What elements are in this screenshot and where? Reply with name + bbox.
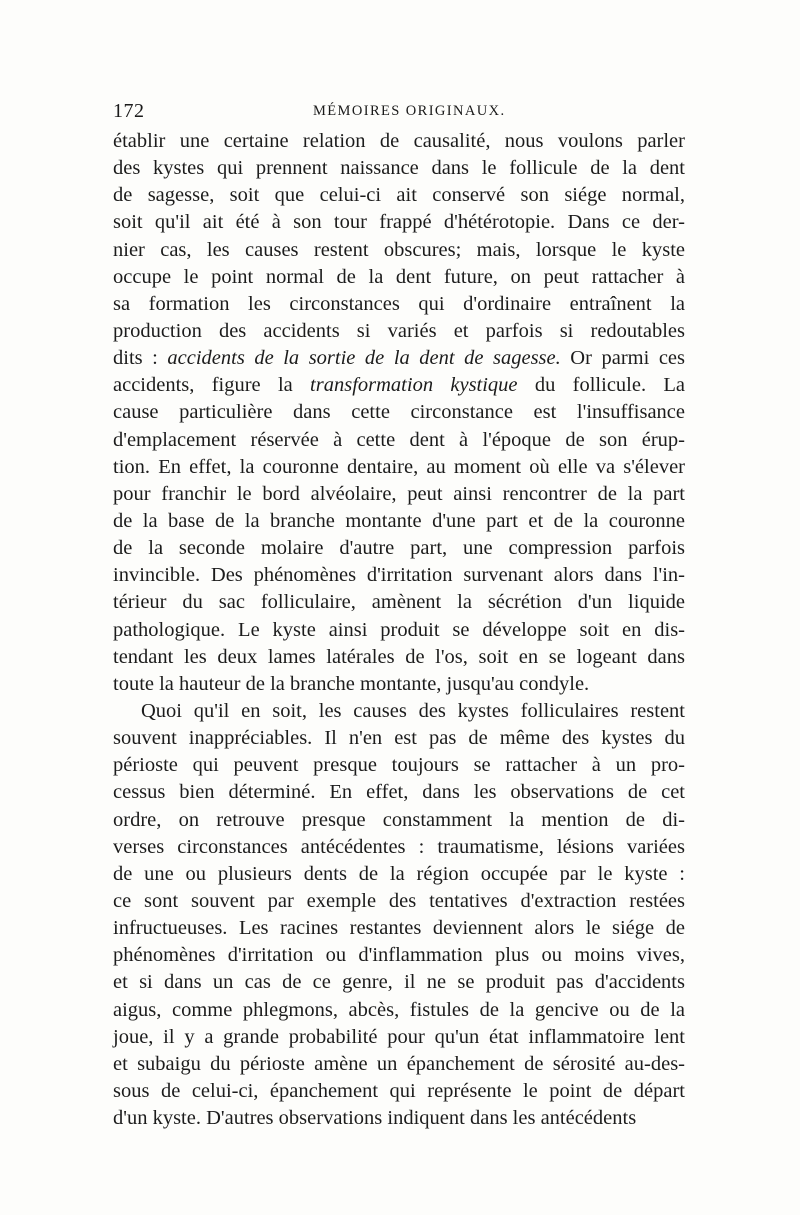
text-line: production des accidents si variés et parfois si redoutables: [113, 319, 685, 342]
text-line: périoste qui peuvent presque toujours se rattacher à un pro-: [113, 754, 685, 777]
text-segment: dits :: [113, 347, 168, 370]
text-line: des kystes qui prennent naissance dans le follicule de la dent: [113, 157, 685, 180]
text-line: pour franchir le bord alvéolaire, peut ainsi rencontrer de la part: [113, 482, 685, 505]
text-segment: accidents, figure la: [113, 374, 311, 397]
text-segment: du follicule. La: [517, 374, 686, 397]
text-line: et si dans un cas de ce genre, il ne se produit pas d'accidents: [113, 971, 685, 994]
italic-phrase: transformation kystique: [310, 374, 518, 397]
text-line: pathologique. Le kyste ainsi produit se développe soit en dis-: [113, 618, 685, 641]
text-line: d'un kyste. D'autres observations indiquent dans les antécédents: [113, 1107, 637, 1130]
page-header: [113, 100, 685, 126]
text-line: tion. En effet, la couronne dentaire, au moment où elle va s'élever: [113, 455, 685, 478]
text-line: [113, 372, 685, 399]
page-number: 172: [113, 100, 145, 122]
text-line: et subaigu du périoste amène un épanchement de sérosité au-des-: [113, 1052, 685, 1075]
text-line: ce sont souvent par exemple des tentatives d'extraction restées: [113, 889, 685, 912]
text-line: toute la hauteur de la branche montante, jusqu'au condyle.: [113, 672, 590, 695]
italic-phrase: accidents de la sortie de la dent de sagesse.: [167, 347, 561, 370]
text-line: occupe le point normal de la dent future, on peut rattacher à: [113, 265, 685, 288]
text-line: phénomènes d'irritation ou d'inflammation plus ou moins vives,: [113, 944, 685, 967]
text-line: cause particulière dans cette circonstance est l'insuffisance: [113, 401, 685, 424]
text-line: sa formation les circonstances qui d'ordinaire entraînent la: [113, 292, 685, 315]
text-line: sous de celui-ci, épanchement qui représente le point de départ: [113, 1079, 685, 1102]
text-line: joue, il y a grande probabilité pour qu'un état inflammatoire lent: [113, 1025, 685, 1048]
text-line: de la base de la branche montante d'une part et de la couronne: [113, 509, 685, 532]
text-line: invincible. Des phénomènes d'irritation survenant alors dans l'in-: [113, 564, 685, 587]
text-line: térieur du sac folliculaire, amènent la sécrétion d'un liquide: [113, 591, 685, 614]
text-line: ordre, on retrouve presque constamment la mention de di-: [113, 808, 685, 831]
text-line: souvent inappréciables. Il n'en est pas de même des kystes du: [113, 727, 685, 750]
text-line: tendant les deux lames latérales de l'os, soit en se logeant dans: [113, 645, 685, 668]
text-line: établir une certaine relation de causalité, nous voulons parler: [113, 130, 685, 152]
text-segment: Or parmi ces: [560, 347, 685, 370]
text-line: aigus, comme phlegmons, abcès, fistules de la gencive ou de la: [113, 998, 685, 1021]
text-line: de une ou plusieurs dents de la région occupée par le kyste :: [113, 862, 685, 885]
text-line: cessus bien déterminé. En effet, dans les observations de cet: [113, 781, 685, 804]
running-head: MÉMOIRES ORIGINAUX.: [313, 103, 506, 119]
text-line: infructueuses. Les racines restantes deviennent alors le siége de: [113, 917, 685, 940]
text-line: soit qu'il ait été à son tour frappé d'hétérotopie. Dans ce der-: [113, 211, 685, 234]
text-line: [113, 345, 685, 372]
text-line: nier cas, les causes restent obscures; mais, lorsque le kyste: [113, 238, 685, 261]
body-text: [113, 128, 685, 1132]
text-line: de sagesse, soit que celui-ci ait conservé son siége normal,: [113, 184, 685, 207]
text-line: d'emplacement réservée à cette dent à l'époque de son érup-: [113, 428, 685, 451]
text-line: de la seconde molaire d'autre part, une compression parfois: [113, 537, 685, 560]
text-line: verses circonstances antécédentes : traumatisme, lésions variées: [113, 835, 685, 858]
text-line: Quoi qu'il en soit, les causes des kystes folliculaires restent: [141, 699, 685, 722]
